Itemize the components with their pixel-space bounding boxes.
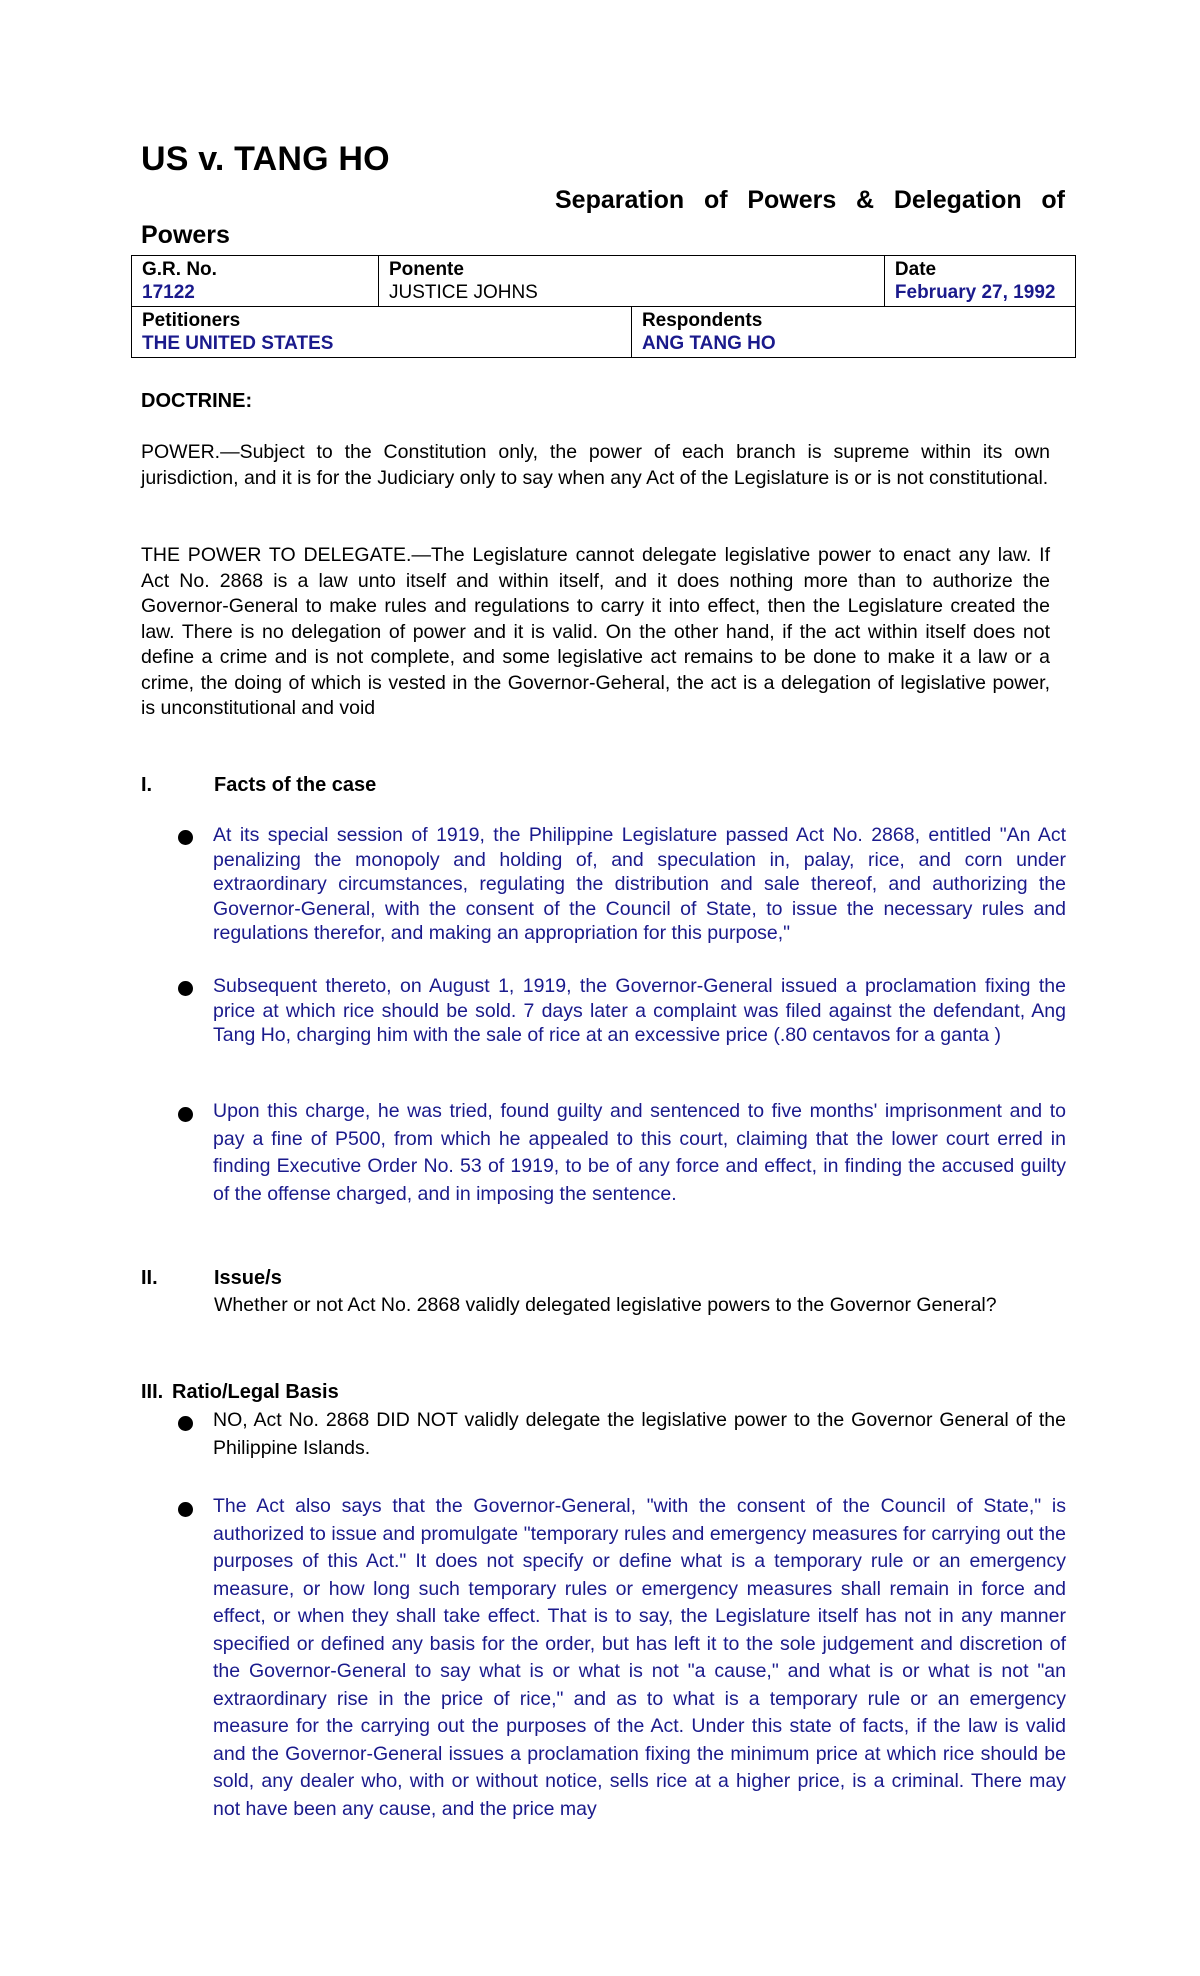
facts-section-number: I. [141, 774, 153, 796]
facts-bullet-1: At its special session of 1919, the Philippine Legislature passed Act No. 2868, entitled "An Act penalizing the monopoly and holding of, and speculation in, palay, rice, and corn under extraordinary circumstances, regulating the distribution and sale thereof, and authorizing the Governor-General, with the consent of the Council of State, to issue the necessary rules and regulations therefor, and making an appropriation for this purpose," [213, 824, 1066, 944]
ponente-value: JUSTICE JOHNS [389, 282, 538, 303]
case-title: US v. TANG HO [141, 140, 390, 178]
gr-label: G.R. No. [142, 259, 217, 280]
respondents-label: Respondents [641, 310, 763, 331]
petitioners-label: Petitioners [142, 310, 241, 331]
case-topic-line2: Powers [141, 221, 230, 249]
issue-section-number: II. [141, 1267, 158, 1289]
case-topic-line1: Separation of Powers & Delegation of [555, 186, 1065, 214]
date-cell [884, 256, 1075, 307]
case-info-table [131, 255, 1076, 358]
ponente-cell [379, 256, 885, 307]
bullet-icon [178, 981, 193, 996]
gr-cell [132, 256, 379, 307]
bullet-icon [178, 1416, 193, 1431]
date-value: February 27, 1992 [894, 282, 1056, 303]
bullet-icon [178, 1107, 193, 1122]
ratio-section-number: III. [141, 1381, 164, 1403]
issue-section-title: Issue/s [214, 1267, 282, 1289]
gr-value: 17122 [142, 282, 195, 303]
respondents-cell [631, 307, 1075, 358]
respondents-value: ANG TANG HO [641, 333, 776, 354]
ponente-label: Ponente [389, 259, 464, 280]
doctrine-heading: DOCTRINE: [141, 390, 253, 412]
petitioners-value: THE UNITED STATES [142, 333, 334, 354]
ratio-bullet-1: NO, Act No. 2868 DID NOT validly delegate the legislative power to the Governor General of the Philippine Islands. [213, 1409, 1066, 1459]
facts-bullet-2: Subsequent thereto, on August 1, 1919, the Governor-General issued a proclamation fixing the price at which rice should be sold. 7 days later a complaint was filed against the defendant, Ang Tang Ho, charging him with the sale of rice at an excessive price (.80 centavos for a ganta ) [213, 975, 1066, 1046]
doctrine-paragraph-power: POWER.—Subject to the Constitution only, the power of each branch is supreme within its own jurisdiction, and it is for the Judiciary only to say when any Act of the Legislature is or is not constitutional. [141, 441, 1050, 489]
facts-bullet-3: Upon this charge, he was tried, found guilty and sentenced to five months' imprisonment and to pay a fine of P500, from which he appealed to this court, claiming that the lower court erred in finding Executive Order No. 53 of 1919, to be of any force and effect, in finding the accused guilty of the offense charged, and in imposing the sentence. [213, 1100, 1066, 1205]
issue-text: Whether or not Act No. 2868 validly delegated legislative powers to the Governor General? [214, 1294, 997, 1316]
ratio-section-title: Ratio/Legal Basis [172, 1381, 339, 1403]
ratio-bullet-2: The Act also says that the Governor-General, "with the consent of the Council of State," is authorized to issue and promulgate "temporary rules and emergency measures for carrying out the purposes of this Act." It does not specify or define what is a temporary rule or an emergency measure, or how long such temporary rules or emergency measures shall remain in force and effect, or when they shall take effect. That is to say, the Legislature itself has not in any manner specified or defined any basis for the order, but has left it to the sole judgement and discretion of the Governor-General to say what is or what is not "a cause," and what is or what is not "an extraordinary rise in the price of rice," and as to what is a temporary rule or an emergency measure for the carrying out the purposes of the Act. Under this state of facts, if the law is valid and the Governor-General issues a proclamation fixing the minimum price at which rice should be sold, any dealer who, with or without notice, sells rice at a higher price, is a criminal. There may not have been any cause, and the price may [213, 1495, 1066, 1820]
doctrine-paragraph-delegate: THE POWER TO DELEGATE.—The Legislature cannot delegate legislative power to enact any law. If Act No. 2868 is a law unto itself and within itself, and it does nothing more than to authorize the Governor-General to make rules and regulations to carry it into effect, then the Legislature created the law. There is no delegation of power and it is valid. On the other hand, if the act within itself does not define a crime and is not complete, and some legislative act remains to be done to make it a law or a crime, the doing of which is vested in the Governor-Geheral, the act is a delegation of legislative power, is unconstitutional and void [141, 544, 1050, 719]
date-label: Date [894, 259, 937, 280]
bullet-icon [178, 1502, 193, 1517]
bullet-icon [178, 830, 193, 845]
petitioners-cell [132, 307, 632, 358]
facts-section-title: Facts of the case [214, 774, 377, 796]
